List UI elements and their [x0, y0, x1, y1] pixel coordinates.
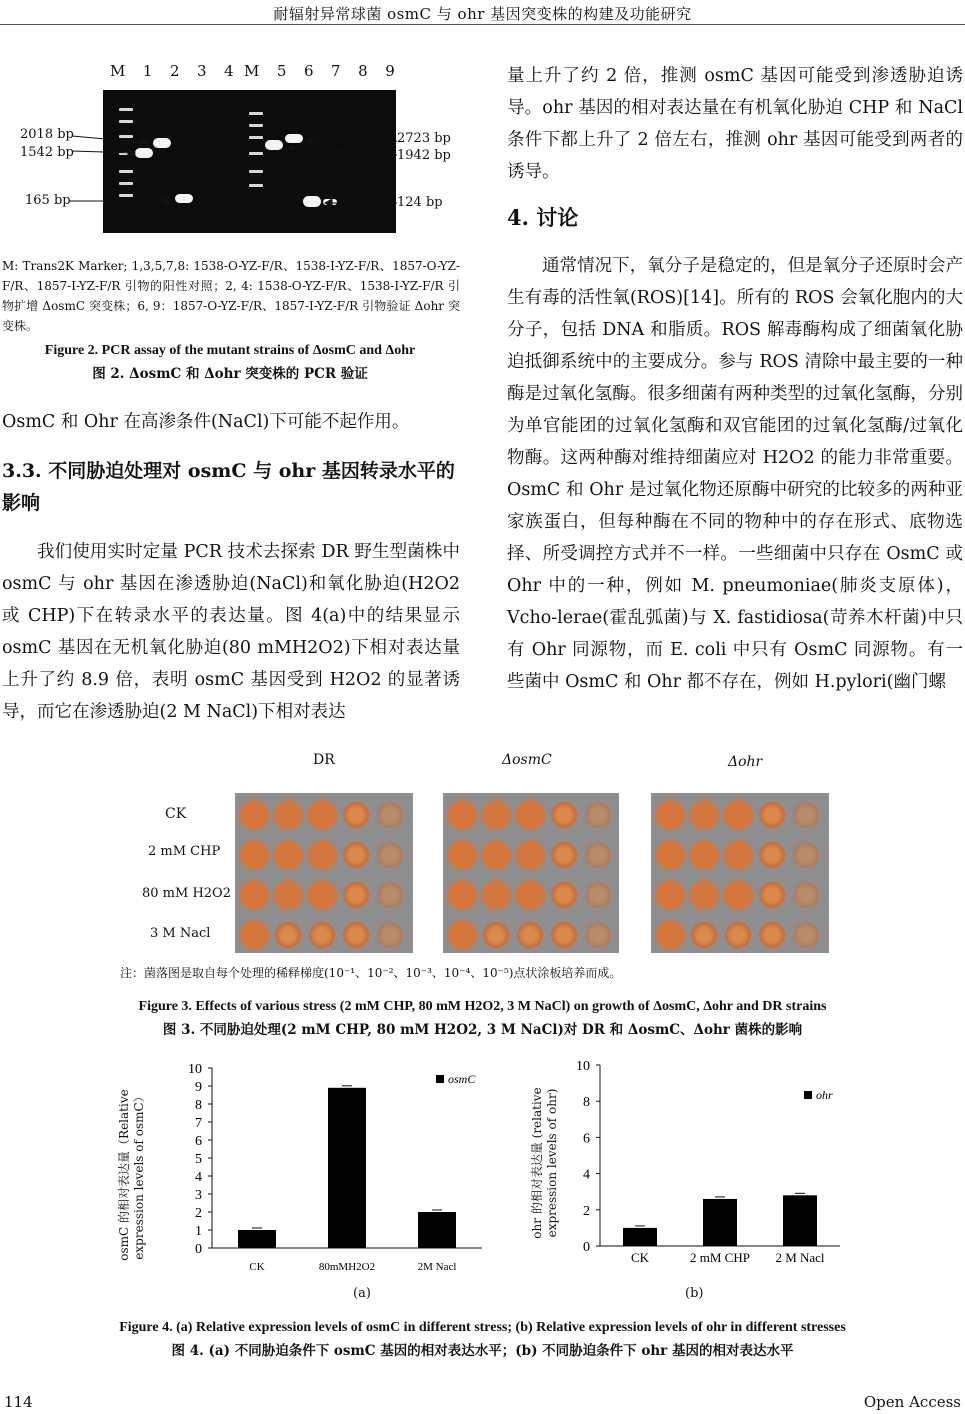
y-tick-label: 5 — [195, 1152, 202, 1167]
legend-label: osmC — [448, 1072, 476, 1086]
x-category-label: 2 mM CHP — [690, 1250, 750, 1265]
colony-spot — [307, 840, 337, 870]
gel-lanes-right: M 5 6 7 8 9 — [244, 62, 395, 80]
figure4-chart-a — [120, 1055, 490, 1285]
x-category-label: CK — [249, 1261, 265, 1273]
colony-spot — [791, 800, 821, 830]
colony-spot — [481, 880, 511, 910]
right-para-0: 量上升了约 2 倍，推测 osmC 基因可能受到渗透胁迫诱导。ohr 基因的相对表达量在有机氧化胁迫 CHP 和 NaCl 条件下都上升了 2 倍左右，推测 ohr 基因可能受到两者的诱导。 — [507, 66, 963, 182]
colony-spot — [723, 840, 753, 870]
colony-spot — [239, 840, 269, 870]
treatment-label-ck: CK — [165, 806, 187, 822]
y-tick-label: 8 — [583, 1095, 590, 1111]
colony-spot — [655, 800, 685, 830]
colony-spot — [757, 880, 787, 910]
left-para-0: OsmC 和 Ohr 在高渗条件(NaCl)下可能不起作用。 — [2, 412, 410, 432]
bar — [703, 1199, 737, 1246]
colony-spot — [375, 800, 405, 830]
gel-label-2018: 2018 bp — [20, 127, 74, 142]
figure3-caption-zh: 图 3. 不同胁迫处理(2 mM CHP, 80 mM H2O2, 3 M NaCl)对 DR 和 ΔosmC、Δohr 菌株的影响 — [162, 1022, 803, 1038]
colony-spot — [515, 800, 545, 830]
figure4-caption-zh: 图 4. (a) 不同胁迫条件下 osmC 基因的相对表达水平；(b) 不同胁迫条件下 ohr 基因的相对表达水平 — [171, 1343, 794, 1359]
colony-spot — [791, 840, 821, 870]
x-category-label: 2 M Nacl — [775, 1250, 825, 1265]
colony-spot — [307, 920, 337, 950]
y-tick-label: 2 — [583, 1203, 590, 1219]
treatment-label-nacl: 3 M Nacl — [150, 926, 211, 941]
colony-spot — [583, 840, 613, 870]
y-tick-label: 2 — [195, 1206, 202, 1221]
colony-spot — [481, 920, 511, 950]
figure4-chart-b — [520, 1055, 850, 1285]
x-category-label: 2M Nacl — [417, 1261, 457, 1273]
left-para-1: 我们使用实时定量 PCR 技术去探索 DR 野生型菌株中 osmC 与 ohr 基因在渗透胁迫(NaCl)和氧化胁迫(H2O2 或 CHP)下在转录水平的表达量。图 4(a)中的结果显示 osmC 基因在无机氧化胁迫(80 mMH2O2)下相对表达量上升了约 8.9 倍，表明 osmC 基因受到 H2O2 的显著诱导，而它在渗透胁迫(2 M NaCl)下相对表达 — [2, 542, 460, 722]
colony-spot — [307, 880, 337, 910]
y-tick-label: 8 — [195, 1098, 202, 1113]
colony-spot — [515, 880, 545, 910]
y-tick-label: 9 — [195, 1080, 202, 1095]
gel-label-2723: 2723 bp — [397, 131, 451, 146]
y-tick-label: 6 — [195, 1134, 202, 1149]
colony-spot — [583, 880, 613, 910]
colony-spot — [447, 920, 477, 950]
x-category-label: CK — [630, 1250, 650, 1265]
chart-a-ylabel: osmC 的相对表达量（Relative expression levels of osmC） — [117, 1089, 146, 1261]
legend-label: ohr — [816, 1088, 833, 1102]
y-tick-label: 7 — [195, 1116, 202, 1131]
colony-spot — [583, 800, 613, 830]
gel-label-124: 124 bp — [397, 195, 443, 210]
treatment-label-chp: 2 mM CHP — [148, 844, 221, 859]
strain-label-dr: DR — [313, 752, 335, 768]
colony-spot — [375, 880, 405, 910]
colony-spot — [447, 880, 477, 910]
y-tick-label: 10 — [576, 1059, 590, 1074]
colony-spot — [515, 920, 545, 950]
colony-spot — [757, 920, 787, 950]
gel-label-1542: 1542 bp — [20, 145, 74, 160]
gel-lanes-left: M 1 2 3 4 — [110, 62, 234, 80]
gel-arrows — [0, 0, 460, 240]
colony-spot — [447, 800, 477, 830]
treatment-label-h2o2: 80 mM H2O2 — [142, 886, 231, 901]
colony-spot — [273, 840, 303, 870]
colony-spot — [723, 880, 753, 910]
colony-spot — [757, 840, 787, 870]
figure3-caption-en: Figure 3. Effects of various stress (2 mM CHP, 80 mM H2O2, 3 M NaCl) on growth of ΔosmC, Δohr and DR strains — [138, 999, 827, 1014]
colony-spot — [549, 800, 579, 830]
section-3-3-heading: 3.3. 不同胁迫处理对 osmC 与 ohr 基因转录水平的影响 — [2, 460, 455, 514]
gel-label-165: 165 bp — [25, 193, 71, 208]
colony-spot — [689, 920, 719, 950]
colony-spot — [341, 920, 371, 950]
bar — [783, 1195, 817, 1246]
chart-b-ylabel: ohr 的相对表达量 (relative expression levels of ohr) — [530, 1087, 559, 1239]
y-tick-label: 6 — [583, 1131, 590, 1147]
page-number: 114 — [4, 1393, 33, 1411]
colony-spot — [791, 880, 821, 910]
colony-spot — [583, 920, 613, 950]
x-category-label: 80mMH2O2 — [318, 1261, 376, 1273]
colony-spot — [375, 920, 405, 950]
y-tick-label: 0 — [583, 1240, 590, 1255]
section-4-heading: 4. 讨论 — [507, 205, 579, 230]
colony-spot — [655, 840, 685, 870]
y-tick-label: 3 — [195, 1188, 202, 1203]
colony-spot — [447, 840, 477, 870]
bar — [623, 1228, 657, 1246]
colony-spot — [689, 800, 719, 830]
colony-spot — [239, 920, 269, 950]
figure3-note: 注：菌落图是取自每个处理的稀释梯度(10⁻¹、10⁻²、10⁻³、10⁻⁴、10⁻⁵)点状涂板培养而成。 — [120, 966, 622, 980]
colony-spot — [791, 920, 821, 950]
colony-spot — [481, 800, 511, 830]
panel-label-b: (b) — [685, 1286, 704, 1301]
bar — [238, 1230, 276, 1248]
bar — [328, 1088, 366, 1248]
colony-spot — [239, 800, 269, 830]
colony-spot — [341, 840, 371, 870]
y-tick-label: 1 — [195, 1224, 202, 1239]
colony-spot — [549, 880, 579, 910]
colony-spot — [549, 920, 579, 950]
running-header: 耐辐射异常球菌 osmC 与 ohr 基因突变株的构建及功能研究 — [273, 5, 692, 23]
y-tick-label: 10 — [188, 1062, 202, 1077]
colony-spot — [723, 800, 753, 830]
y-tick-label: 0 — [195, 1242, 202, 1257]
y-tick-label: 4 — [195, 1170, 202, 1185]
y-tick-label: 4 — [583, 1167, 590, 1183]
strain-label-ohr: Δohr — [728, 754, 763, 770]
figure2-caption-zh: 图 2. ΔosmC 和 Δohr 突变株的 PCR 验证 — [92, 366, 368, 382]
colony-spot — [655, 880, 685, 910]
colony-spot — [689, 880, 719, 910]
colony-spot — [375, 840, 405, 870]
colony-spot — [307, 800, 337, 830]
colony-spot — [515, 840, 545, 870]
strain-label-osmc: ΔosmC — [502, 752, 552, 768]
colony-spot — [481, 840, 511, 870]
figure2-caption-en: Figure 2. PCR assay of the mutant strains of ΔosmC and Δohr — [44, 343, 416, 358]
colony-spot — [239, 880, 269, 910]
colony-spot — [341, 880, 371, 910]
panel-label-a: (a) — [353, 1286, 371, 1301]
figure2-legend: M: Trans2K Marker; 1,3,5,7,8: 1538-O-YZ-F/R、1538-I-YZ-F/R、1857-O-YZ-F/R、1857-I-YZ-F/R 引物的阳性对照；2, 4: 1538-O-YZ-F/R、1538-I-YZ-F/R 引物扩增 ΔosmC 突变株；6, 9：1857-O-YZ-F/R、1857-I-YZ-F/R 引物验证 Δohr 突变株。 — [2, 259, 460, 333]
figure4-caption-en: Figure 4. (a) Relative expression levels of osmC in different stress; (b) Relative expression levels of ohr in different stresses — [119, 1320, 846, 1335]
colony-spot — [273, 920, 303, 950]
legend-swatch — [436, 1075, 444, 1083]
colony-spot — [655, 920, 685, 950]
colony-spot — [757, 800, 787, 830]
legend-swatch — [804, 1091, 812, 1099]
right-para-1: 通常情况下，氧分子是稳定的，但是氧分子还原时会产生有毒的活性氧(ROS)[14]。所有的 ROS 会氧化胞内的大分子，包括 DNA 和脂质。ROS 解毒酶构成了细菌氧化胁迫抵御系统中的主要成分。参与 ROS 清除中最主要的一种酶是过氧化氢酶。很多细菌有两种类型的过氧化氢酶，分别为单官能团的过氧化氢酶和双官能团的过氧化氢酶/过氧化物酶。这两种酶对维持细菌应对 H2O2 的能力非常重要。OsmC 和 Ohr 是过氧化物还原酶中研究的比较多的两种亚家族蛋白，但每种酶在不同的物种中的存在形式、底物选择、所受调控方式并不一样。一些细菌中只存在 OsmC 或 Ohr 中的一种，例如 M. pneumoniae(肺炎支原体)，Vcho-lerae(霍乱弧菌)与 X. fastidiosa(苛养木杆菌)中只有 Ohr 同源物，而 E. coli 中只有 OsmC 同源物。有一些菌中 OsmC 和 Ohr 都不存在，例如 H.pylori(幽门螺 — [507, 256, 963, 692]
colony-spot — [273, 880, 303, 910]
colony-spot — [549, 840, 579, 870]
colony-spot — [341, 800, 371, 830]
gel-label-1942: 1942 bp — [397, 148, 451, 163]
colony-spot — [689, 840, 719, 870]
colony-spot — [273, 800, 303, 830]
publisher-label: Open Access — [863, 1393, 961, 1411]
colony-spot — [723, 920, 753, 950]
bar — [418, 1212, 456, 1248]
